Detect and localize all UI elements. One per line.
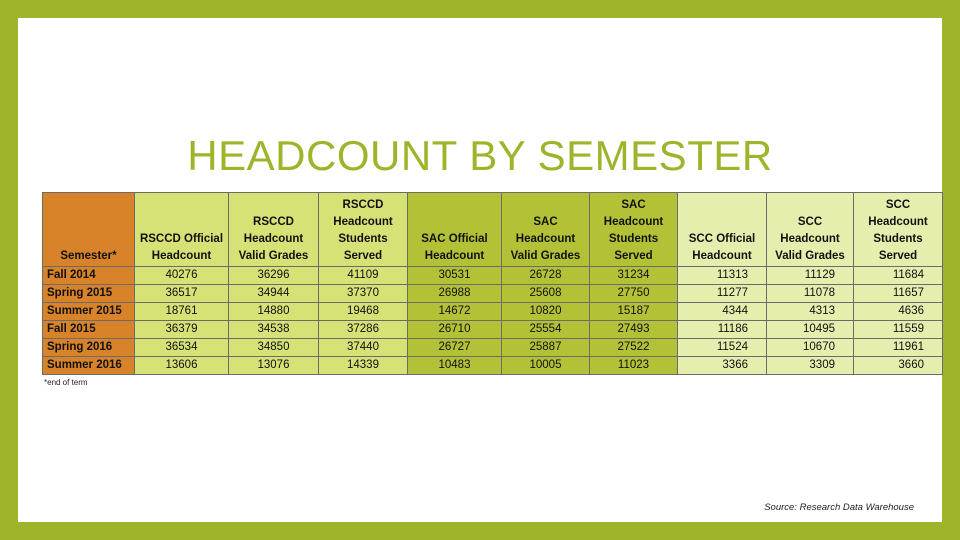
- table-cell: 36296: [229, 267, 319, 285]
- table-header-row: [43, 193, 943, 267]
- table-cell: 25554: [502, 321, 590, 339]
- table-cell: 36517: [135, 285, 229, 303]
- footnote: *end of term: [44, 378, 88, 387]
- col-header-rsccd-official: RSCCD Official Headcount: [135, 193, 229, 267]
- table-cell: 40276: [135, 267, 229, 285]
- table-cell: 27493: [590, 321, 678, 339]
- source-note: Source: Research Data Warehouse: [764, 502, 914, 513]
- table-cell: 11129: [767, 267, 854, 285]
- table-cell: 26728: [502, 267, 590, 285]
- table-cell: 25608: [502, 285, 590, 303]
- table-cell: 4344: [678, 303, 767, 321]
- table-cell: 37440: [319, 339, 408, 357]
- row-semester-cell: Spring 2016: [43, 339, 135, 357]
- table-row: [43, 321, 943, 339]
- col-header-semester: Semester*: [43, 193, 135, 267]
- table-row: [43, 285, 943, 303]
- table-cell: 27522: [590, 339, 678, 357]
- table-cell: 41109: [319, 267, 408, 285]
- table-cell: 34538: [229, 321, 319, 339]
- table-cell: 3366: [678, 357, 767, 375]
- table-cell: 11524: [678, 339, 767, 357]
- col-header-rsccd-valid-grades: RSCCD Headcount Valid Grades: [229, 193, 319, 267]
- table-cell: 10495: [767, 321, 854, 339]
- table-cell: 11277: [678, 285, 767, 303]
- col-header-rsccd-students-served: RSCCD Headcount Students Served: [319, 193, 408, 267]
- table-cell: 15187: [590, 303, 678, 321]
- row-semester-cell: Fall 2015: [43, 321, 135, 339]
- table-cell: 4636: [854, 303, 943, 321]
- table-cell: 3309: [767, 357, 854, 375]
- table-cell: 37286: [319, 321, 408, 339]
- table-cell: 26727: [408, 339, 502, 357]
- table-cell: 34850: [229, 339, 319, 357]
- table-row: [43, 339, 943, 357]
- headcount-table: [42, 192, 943, 375]
- table-cell: 4313: [767, 303, 854, 321]
- table-cell: 27750: [590, 285, 678, 303]
- table-cell: 11559: [854, 321, 943, 339]
- table-cell: 31234: [590, 267, 678, 285]
- table-cell: 11078: [767, 285, 854, 303]
- table-cell: 13606: [135, 357, 229, 375]
- col-header-sac-official: SAC Official Headcount: [408, 193, 502, 267]
- table-cell: 10820: [502, 303, 590, 321]
- table-cell: 10483: [408, 357, 502, 375]
- row-semester-cell: Summer 2016: [43, 357, 135, 375]
- col-header-sac-valid-grades: SAC Headcount Valid Grades: [502, 193, 590, 267]
- table-cell: 34944: [229, 285, 319, 303]
- table-cell: 14880: [229, 303, 319, 321]
- table-cell: 11961: [854, 339, 943, 357]
- table-cell: 11684: [854, 267, 943, 285]
- slide-title: HEADCOUNT BY SEMESTER: [187, 132, 773, 179]
- table-row: [43, 303, 943, 321]
- table-cell: 11657: [854, 285, 943, 303]
- table-cell: 11023: [590, 357, 678, 375]
- table-cell: 11313: [678, 267, 767, 285]
- col-header-scc-students-served: SCC Headcount Students Served: [854, 193, 943, 267]
- table-row: [43, 357, 943, 375]
- table-cell: 3660: [854, 357, 943, 375]
- table-cell: 10670: [767, 339, 854, 357]
- table-cell: 19468: [319, 303, 408, 321]
- table-cell: 37370: [319, 285, 408, 303]
- col-header-sac-students-served: SAC Headcount Students Served: [590, 193, 678, 267]
- table-cell: 26710: [408, 321, 502, 339]
- table-cell: 36379: [135, 321, 229, 339]
- table-cell: 25887: [502, 339, 590, 357]
- row-semester-cell: Fall 2014: [43, 267, 135, 285]
- table-cell: 18761: [135, 303, 229, 321]
- row-semester-cell: Summer 2015: [43, 303, 135, 321]
- table-cell: 30531: [408, 267, 502, 285]
- table-cell: 13076: [229, 357, 319, 375]
- table-cell: 11186: [678, 321, 767, 339]
- table-cell: 36534: [135, 339, 229, 357]
- table-row: [43, 267, 943, 285]
- col-header-scc-official: SCC Official Headcount: [678, 193, 767, 267]
- col-header-scc-valid-grades: SCC Headcount Valid Grades: [767, 193, 854, 267]
- table-cell: 14339: [319, 357, 408, 375]
- table-cell: 26988: [408, 285, 502, 303]
- table-cell: 14672: [408, 303, 502, 321]
- table-cell: 10005: [502, 357, 590, 375]
- row-semester-cell: Spring 2015: [43, 285, 135, 303]
